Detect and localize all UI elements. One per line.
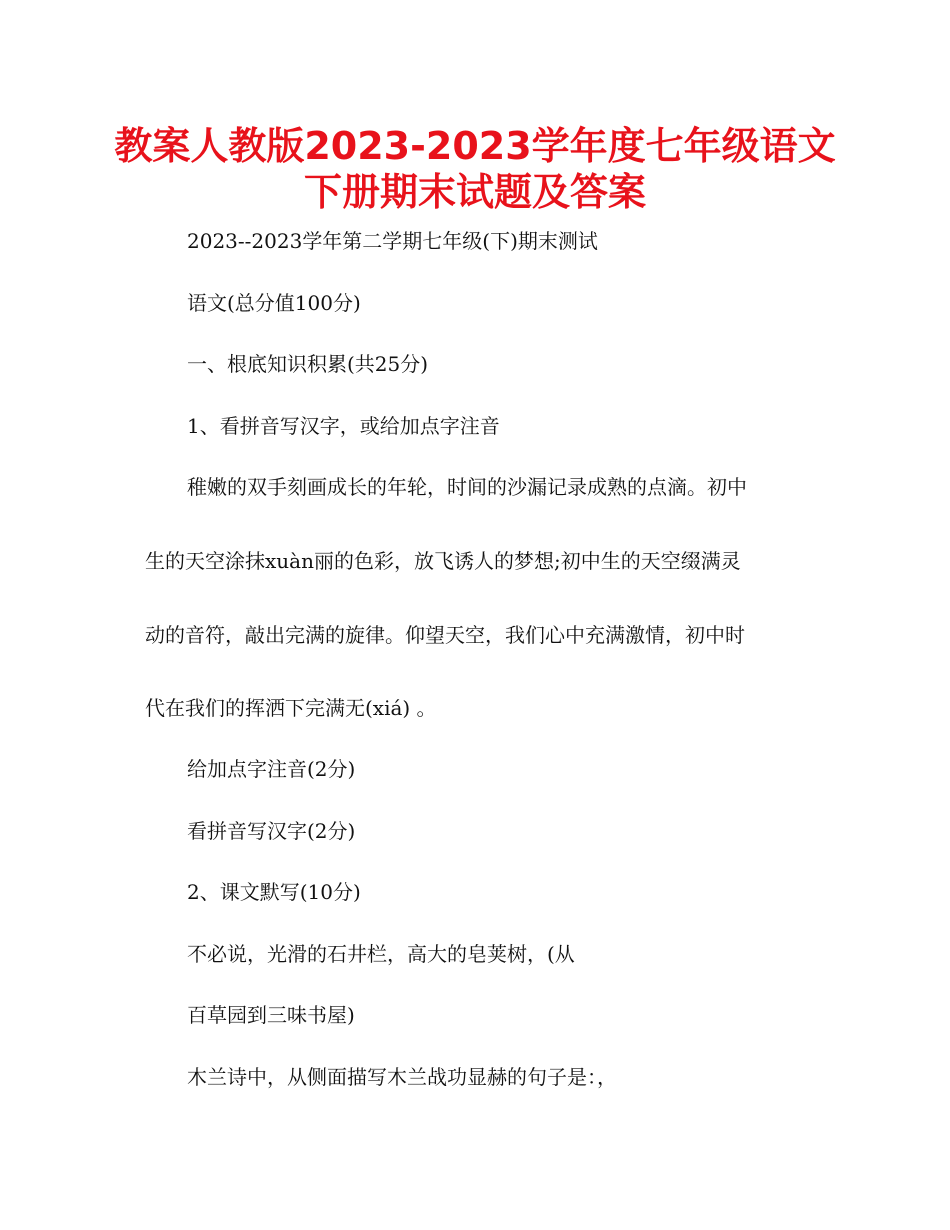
section-one-heading: 一、根底知识积累(共25分) (187, 352, 429, 376)
recitation-line-2: 木兰诗中，从侧面描写木兰战功显赫的句子是：， (187, 1065, 617, 1089)
passage-line-3: 动的音符，敲出完满的旋律。仰望天空，我们心中充满激情，初中时 (145, 623, 745, 647)
document-title-line-1: 教案人教版2023-2023学年度七年级语文 (114, 124, 836, 168)
passage-line-4: 代在我们的挥洒下完满无(xiá) 。 (145, 696, 437, 720)
exam-heading: 2023--2023学年第二学期七年级(下)期末测试 (187, 229, 598, 253)
recitation-line-1: 不必说，光滑的石井栏，高大的皂荚树，(从 (187, 942, 575, 966)
recitation-line-1-source: 百草园到三味书屋) (187, 1003, 355, 1027)
question-1-prompt: 1、看拼音写汉字，或给加点字注音 (187, 414, 500, 438)
subquestion-pinyin-notation: 给加点字注音(2分) (187, 757, 356, 781)
question-2-heading: 2、课文默写(10分) (187, 880, 361, 904)
subject-total-score: 语文(总分值100分) (187, 291, 361, 315)
passage-line-2: 生的天空涂抹xuàn丽的色彩，放飞诱人的梦想;初中生的天空缀满灵 (145, 549, 741, 573)
passage-line-1: 稚嫩的双手刻画成长的年轮，时间的沙漏记录成熟的点滴。初中 (187, 475, 747, 499)
document-title-line-2: 下册期末试题及答案 (303, 170, 646, 214)
subquestion-write-characters: 看拼音写汉字(2分) (187, 819, 356, 843)
